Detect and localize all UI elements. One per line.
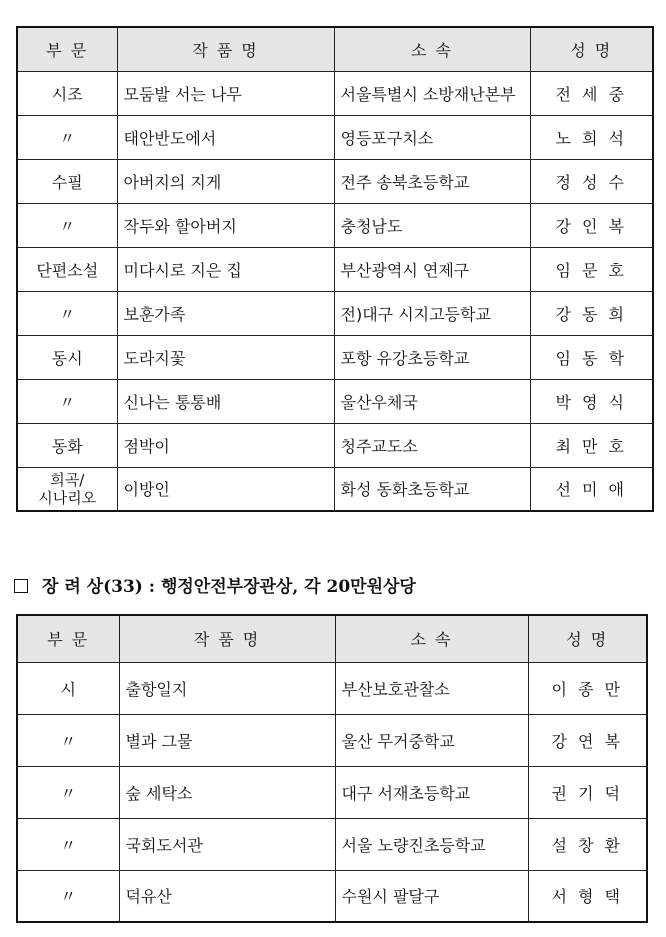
header-title: 작 품 명 [117,27,334,71]
cell-category: 〃 [17,291,117,335]
cell-affiliation: 화성 동화초등학교 [334,467,530,511]
cell-category: 〃 [17,115,117,159]
table-row [17,335,653,379]
cell-title: 태안반도에서 [117,115,334,159]
cell-name: 임 문 호 [530,247,653,291]
cell-title: 보훈가족 [117,291,334,335]
cell-title: 덕유산 [119,870,335,922]
checkbox-square-icon [14,579,28,593]
table-header-row [17,27,653,71]
award-table-1 [16,26,654,512]
cell-name: 최 만 호 [530,423,653,467]
cell-title: 신나는 통통배 [117,379,334,423]
cell-title: 출항일지 [119,662,335,714]
cell-category: 희곡/ 시나리오 [17,467,117,511]
table-row [17,766,647,818]
cell-name: 노 희 석 [530,115,653,159]
cell-title: 미다시로 지은 집 [117,247,334,291]
header-name: 성 명 [528,615,647,662]
cell-name: 강 동 희 [530,291,653,335]
cell-affiliation: 포항 유강초등학교 [334,335,530,379]
section-heading [14,572,416,597]
cell-category: 단편소설 [17,247,117,291]
cell-category: 〃 [17,203,117,247]
cell-affiliation: 부산보호관찰소 [335,662,528,714]
table-row [17,423,653,467]
cell-category: 수필 [17,159,117,203]
cell-title: 숲 세탁소 [119,766,335,818]
cell-affiliation: 전)대구 시지고등학교 [334,291,530,335]
cell-category: 〃 [17,379,117,423]
cell-title: 모둠발 서는 나무 [117,71,334,115]
cell-affiliation: 서울 노량진초등학교 [335,818,528,870]
cell-affiliation: 부산광역시 연제구 [334,247,530,291]
cell-name: 설 창 환 [528,818,647,870]
header-affiliation: 소 속 [334,27,530,71]
cell-title: 국회도서관 [119,818,335,870]
header-title: 작 품 명 [119,615,335,662]
cell-name: 선 미 애 [530,467,653,511]
table-row [17,159,653,203]
cell-affiliation: 대구 서재초등학교 [335,766,528,818]
table-row [17,203,653,247]
table-row [17,870,647,922]
cell-title: 작두와 할아버지 [117,203,334,247]
cell-affiliation: 충청남도 [334,203,530,247]
cell-affiliation: 영등포구치소 [334,115,530,159]
cell-category: 동시 [17,335,117,379]
cell-name: 강 인 복 [530,203,653,247]
award-table-2 [16,614,648,923]
table-row [17,115,653,159]
cell-category: 시 [17,662,119,714]
table-row [17,662,647,714]
cell-title: 점박이 [117,423,334,467]
cell-category: 〃 [17,714,119,766]
table-header-row [17,615,647,662]
cell-name: 전 세 중 [530,71,653,115]
cell-affiliation: 전주 송북초등학교 [334,159,530,203]
cell-category: 〃 [17,870,119,922]
cell-category: 〃 [17,818,119,870]
table-row [17,714,647,766]
section-heading-text: 장 려 상(33) : 행정안전부장관상, 각 20만원상당 [42,577,416,597]
cell-title: 아버지의 지게 [117,159,334,203]
cell-category: 〃 [17,766,119,818]
table-row [17,379,653,423]
cell-title: 이방인 [117,467,334,511]
header-category: 부 문 [17,615,119,662]
table-row [17,291,653,335]
cell-name: 서 형 택 [528,870,647,922]
cell-name: 강 연 복 [528,714,647,766]
cell-title: 별과 그물 [119,714,335,766]
cell-affiliation: 서울특별시 소방재난본부 [334,71,530,115]
table-row [17,71,653,115]
table-row [17,467,653,511]
cell-title: 도라지꽃 [117,335,334,379]
header-affiliation: 소 속 [335,615,528,662]
cell-affiliation: 울산우체국 [334,379,530,423]
cell-affiliation: 수원시 팔달구 [335,870,528,922]
cell-name: 정 성 수 [530,159,653,203]
cell-affiliation: 울산 무거중학교 [335,714,528,766]
cell-name: 박 영 식 [530,379,653,423]
cell-category: 동화 [17,423,117,467]
cell-category: 시조 [17,71,117,115]
cell-name: 이 종 만 [528,662,647,714]
table-row [17,818,647,870]
header-category: 부 문 [17,27,117,71]
cell-affiliation: 청주교도소 [334,423,530,467]
cell-name: 권 기 덕 [528,766,647,818]
cell-name: 임 동 학 [530,335,653,379]
header-name: 성 명 [530,27,653,71]
table-row [17,247,653,291]
